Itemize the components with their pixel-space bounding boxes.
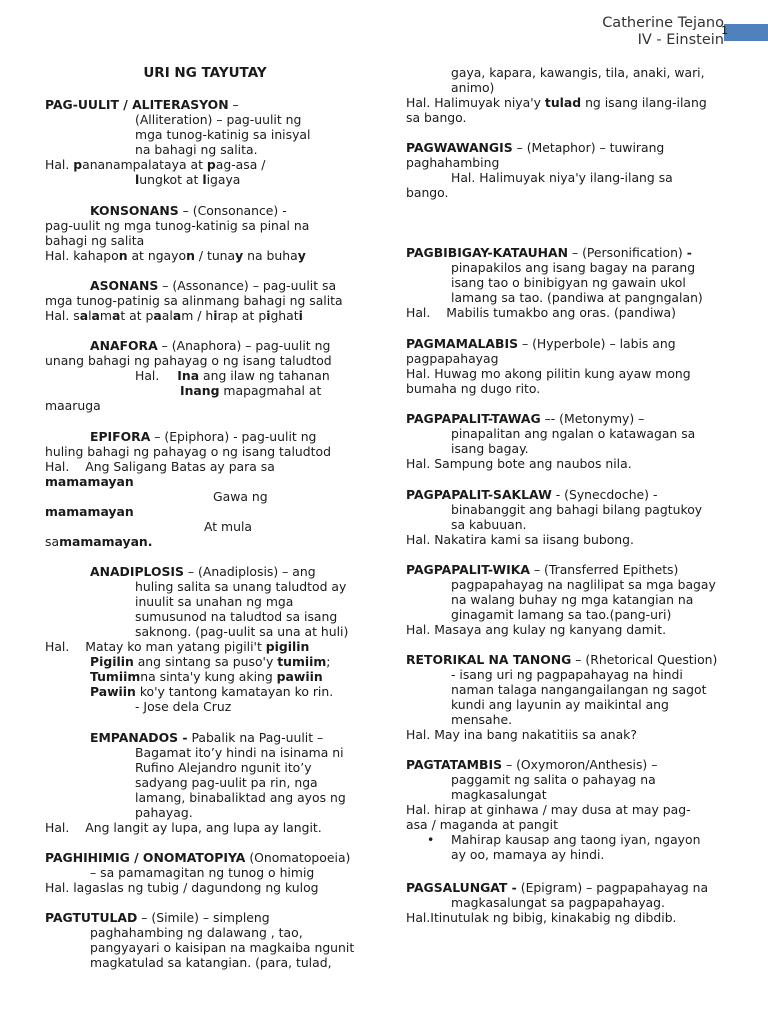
term-pagtatambis: PAGTATAMBIS – (Oxymoron/Anthesis) – paggamit ng salita o pahayag na magkasalungat Hal. hirap at ginhawa / may dusa at may pag- asa / maganda at pangit • Mahirap kausap ang taong iyan, ngayon ay oo, mamaya ay hindi. <box>406 757 700 862</box>
page-title: URI NG TAYUTAY <box>143 65 267 81</box>
term-paghihimig: PAGHIHIMIG / ONOMATOPIYA (Onomatopoeia) – sa pamamagitan ng tunog o himig Hal. lagaslas ng tubig / dagundong ng kulog <box>45 850 351 895</box>
page-number: 1 <box>721 24 728 37</box>
term-konsonans: KONSONANS – (Consonance) - pag-uulit ng mga tunog-katinig sa pinal na bahagi ng salita Hal. kahapon at ngayon / tunay na buhay <box>45 203 310 263</box>
author-name: Catherine Tejano <box>602 15 724 31</box>
term-pagbibigay-katauhan: PAGBIBIGAY-KATAUHAN – (Personification) - pinapakilos ang isang bagay na parang isang tao o binibigyan ng gawain ukol lamang sa tao. (pandiwa at pangngalan) Hal. Mabilis tumakbo ang oras. (pandiwa) <box>406 245 703 320</box>
term-pagwawangis: PAGWAWANGIS – (Metaphor) – tuwirang paghahambing Hal. Halimuyak niya'y ilang-ilang sa bango. <box>406 140 673 200</box>
bullet-item: • Mahirap kausap ang taong iyan, ngayon <box>406 832 700 847</box>
term-pagtutulad: PAGTUTULAD – (Simile) – simpleng paghahambing ng dalawang , tao, pangyayari o kaisipan na magkaiba ngunit magkatulad sa katangian. (para, tulad, <box>45 910 355 970</box>
term-asonans: ASONANS – (Assonance) – pag-uulit sa mga tunog-patinig sa alinmang bahagi ng salita Hal. salamat at paalam / hirap at pighati <box>45 278 343 323</box>
term-pagmamalabis: PAGMAMALABIS – (Hyperbole) – labis ang pagpapahayag Hal. Huwag mo akong pilitin kung ayaw mong bumaha ng dugo rito. <box>406 336 691 396</box>
term-pagpapalit-saklaw: PAGPAPALIT-SAKLAW - (Synecdoche) - binabanggit ang bahagi bilang pagtukoy sa kabuuan. Hal. Nakatira kami sa iisang bubong. <box>406 487 703 547</box>
author-section: IV - Einstein <box>637 32 724 48</box>
term-pagpapalit-tawag: PAGPAPALIT-TAWAG –- (Metonymy) – pinapalitan ang ngalan o katawagan sa isang bagay. Hal. Sampung bote ang naubos nila. <box>406 411 696 471</box>
term-empanados: EMPANADOS - Pabalik na Pag-uulit – Bagamat ito’y hindi na isinama ni Rufino Alejandro ngunit ito’y sadyang pag-uulit pa rin, nga lamang, binabaliktad ang ayos ng pahayag. Hal. Ang langit ay lupa, ang lupa ay langit. <box>45 730 346 835</box>
page-number-bar <box>721 24 768 41</box>
term-pag-uulit: PAG-UULIT / ALITERASYON – (Alliteration) – pag-uulit ng mga tunog-katinig sa inisyal na bahagi ng salita. Hal. pananampalataya at pag-asa / lungkot at ligaya <box>45 97 311 187</box>
simile-continuation: gaya, kapara, kawangis, tila, anaki, wari, animo) Hal. Halimuyak niya'y tulad ng isang ilang-ilang sa bango. <box>406 65 707 125</box>
term-pagpapalit-wika: PAGPAPALIT-WIKA – (Transferred Epithets) pagpapahayag na naglilipat sa mga bagay na walang buhay ng mga katangian na ginagamit lamang sa tao.(pang-uri) Hal. Masaya ang kulay ng kanyang damit. <box>406 562 716 637</box>
term-pagsalungat: PAGSALUNGAT - (Epigram) – pagpapahayag na magkasalungat sa pagpapahayag. Hal.Itinutulak ng bibig, kinakabig ng dibdib. <box>406 880 709 925</box>
term-anafora: ANAFORA – (Anaphora) – pag-uulit ng unang bahagi ng pahayag o ng isang taludtod Hal. Ina ang ilaw ng tahanan Inang mapagmahal at maaruga <box>45 338 332 413</box>
term-epifora: EPIFORA – (Epiphora) - pag-uulit ng huling bahagi ng pahayag o ng isang taludtod Hal. Ang Saligang Batas ay para sa mamamayan Gawa ng mamamayan At mula samamamayan. <box>45 429 331 549</box>
term-anadiplosis: ANADIPLOSIS – (Anadiplosis) – ang huling salita sa unang taludtod ay inuulit sa unahan ng mga sumusunod na taludtod sa isang saknong. (pag-uulit sa una at huli) Hal. Matay ko man yatang pigili't pigilin Pigilin ang sintang sa puso'y tumiim; Tumiimna sinta'y kung aking pawiin Pawiin ko'y tantong kamatayan ko rin. - Jose dela Cruz <box>45 564 349 714</box>
document-header <box>602 15 724 49</box>
term-retorikal-na-tanong: RETORIKAL NA TANONG – (Rhetorical Question) - isang uri ng pagpapahayag na hindi naman talaga nangangailangan ng sagot kundi ang layunin ay maikintal ang mensahe. Hal. May ina bang nakatitiis sa anak? <box>406 652 718 742</box>
